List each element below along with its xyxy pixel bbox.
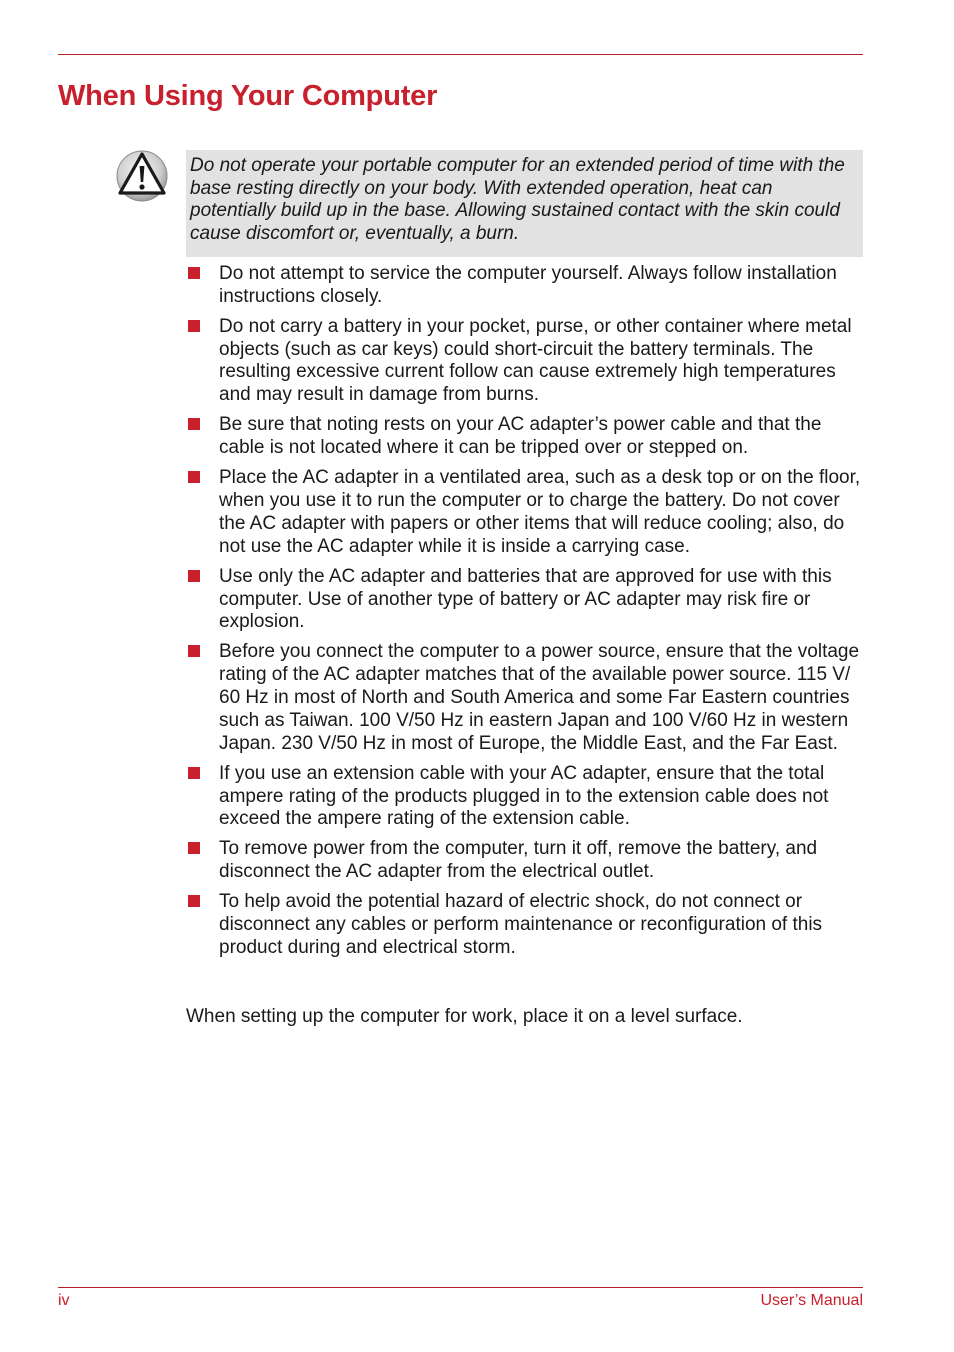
list-item-text: Be sure that noting rests on your AC adapter’s power cable and that the cable is not located where it can be tripped over or stepped on. bbox=[219, 414, 822, 459]
footer-manual-title: User’s Manual bbox=[760, 1292, 863, 1309]
footer-page-number: iv bbox=[58, 1292, 70, 1309]
page-title: When Using Your Computer bbox=[58, 80, 438, 112]
list-item bbox=[186, 316, 866, 407]
list-item bbox=[186, 641, 866, 755]
safety-list bbox=[186, 263, 866, 967]
bullet-square-icon bbox=[188, 570, 200, 582]
list-item bbox=[186, 566, 866, 634]
bullet-square-icon bbox=[188, 842, 200, 854]
list-item bbox=[186, 763, 866, 831]
list-item-text: Use only the AC adapter and batteries that are approved for use with this computer. Use of another type of battery or AC adapter may risk fire or explosion. bbox=[219, 565, 832, 633]
bullet-square-icon bbox=[188, 645, 200, 657]
list-item-text: Place the AC adapter in a ventilated area, such as a desk top or on the floor, when you use it to run the computer or to charge the battery. Do not cover the AC adapter with papers or other items that will reduce cooling; also, do not use the AC adapter while it is inside a carrying case. bbox=[219, 467, 861, 557]
warning-text: Do not operate your portable computer for an extended period of time with the base resting directly on your body. With extended operation, heat can potentially build up in the base. Allowing sustained contact with the skin could cause discomfort or, eventually, a burn. bbox=[190, 155, 845, 244]
warning-triangle-icon bbox=[114, 148, 170, 204]
list-item-text: Do not carry a battery in your pocket, purse, or other container where metal objects (such as car keys) could short-circuit the battery terminals. The resulting excessive current follow can cause extremely high temperatures and may result in damage from burns. bbox=[219, 315, 852, 406]
bullet-square-icon bbox=[188, 895, 200, 907]
bullet-square-icon bbox=[188, 418, 200, 430]
list-item bbox=[186, 414, 866, 460]
list-item bbox=[186, 263, 866, 309]
list-item-text: To help avoid the potential hazard of electric shock, do not connect or disconnect any cables or perform maintenance or reconfiguration of this product during and electrical storm. bbox=[219, 891, 823, 958]
list-item bbox=[186, 891, 866, 959]
list-item bbox=[186, 838, 866, 884]
list-item-text: Before you connect the computer to a power source, ensure that the voltage rating of the AC adapter matches that of the available power source. 115 V/ 60 Hz in most of North and South America and some Far Eastern countries such as Taiwan. 100 V/50 Hz in eastern Japan and 100 V/60 Hz in western Japan. 230 V/50 Hz in most of Europe, the Middle East, and the Far East. bbox=[219, 641, 860, 754]
bullet-square-icon bbox=[188, 320, 200, 332]
bullet-square-icon bbox=[188, 767, 200, 779]
bullet-square-icon bbox=[188, 267, 200, 279]
list-item bbox=[186, 467, 866, 558]
header-rule bbox=[58, 54, 863, 55]
footer-rule bbox=[58, 1287, 863, 1288]
list-item-text: Do not attempt to service the computer yourself. Always follow installation instructions closely. bbox=[219, 263, 837, 307]
warning-callout bbox=[186, 150, 863, 257]
list-item-text: To remove power from the computer, turn it off, remove the battery, and disconnect the AC adapter from the electrical outlet. bbox=[219, 838, 818, 883]
list-item-text: If you use an extension cable with your AC adapter, ensure that the total ampere rating of the products plugged in to the extension cable does not exceed the ampere rating of the extension cable. bbox=[219, 762, 829, 830]
closing-paragraph: When setting up the computer for work, place it on a level surface. bbox=[186, 1006, 743, 1027]
bullet-square-icon bbox=[188, 471, 200, 483]
